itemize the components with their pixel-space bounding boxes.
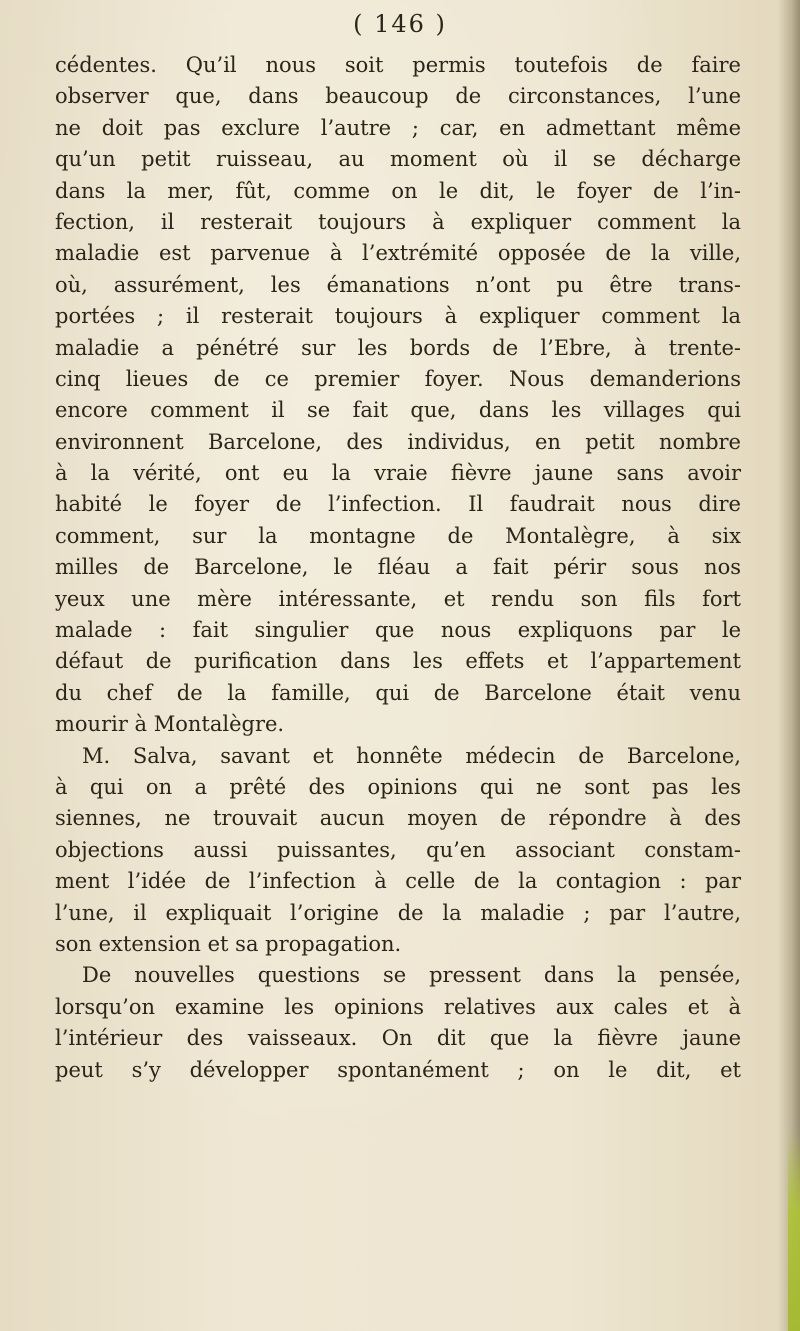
text-line: malade : fait singulier que nous expliquons par le [55,618,741,643]
text-line: maladie est parvenue à l’extrémité opposée de la ville, [55,241,741,266]
text-line: objections aussi puissantes, qu’en associant constam- [55,837,741,862]
text-line: où, assurément, les émanations n’ont pu être trans- [55,272,741,297]
text-line: l’une, il expliquait l’origine de la maladie ; par l’autre, [55,900,741,925]
paragraph-1 [55,50,741,741]
paragraph-2 [55,741,741,961]
body-text [55,50,741,1086]
text-line: environnent Barcelone, des individus, en petit nombre [55,429,741,454]
text-line: lorsqu’on examine les opinions relatives aux cales et à [55,994,741,1019]
text-line: milles de Barcelone, le fléau a fait périr sous nos [55,555,741,580]
text-line: son extension et sa propagation. [55,931,402,956]
text-line: M. Salva, savant et honnête médecin de Barcelone, [82,743,741,768]
text-line: à qui on a prêté des opinions qui ne sont pas les [55,774,741,799]
text-line: habité le foyer de l’infection. Il faudrait nous dire [55,492,741,517]
text-line: défaut de purification dans les effets et l’appartement [55,649,741,674]
text-line: maladie a pénétré sur les bords de l’Ebre, à trente- [55,335,741,360]
page-number-header: ( 146 ) [353,10,447,38]
text-line: siennes, ne trouvait aucun moyen de répondre à des [55,806,741,831]
text-line: peut s’y développer spontanément ; on le dit, et [55,1057,741,1082]
text-line: portées ; il resterait toujours à expliquer comment la [55,304,741,329]
text-line: fection, il resterait toujours à expliquer comment la [55,209,741,234]
text-line: l’intérieur des vaisseaux. On dit que la fièvre jaune [55,1026,741,1051]
paragraph-3 [55,960,741,1086]
page-edge-tint [788,1130,800,1331]
text-line: du chef de la famille, qui de Barcelone était venu [55,680,741,705]
text-line: ne doit pas exclure l’autre ; car, en admettant même [55,115,741,140]
text-line: mourir à Montalègre. [55,712,285,737]
text-line: comment, sur la montagne de Montalègre, à six [55,523,741,548]
text-line: observer que, dans beaucoup de circonstances, l’une [55,84,741,109]
text-line: cédentes. Qu’il nous soit permis toutefois de faire [55,53,741,77]
text-line: yeux une mère intéressante, et rendu son fils fort [55,586,741,611]
text-line: De nouvelles questions se pressent dans la pensée, [82,963,741,988]
text-line: ment l’idée de l’infection à celle de la contagion : par [55,869,741,894]
text-line: à la vérité, ont eu la vraie fièvre jaune sans avoir [55,461,741,486]
text-line: dans la mer, fût, comme on le dit, le foyer de l’in- [55,178,741,203]
text-line: qu’un petit ruisseau, au moment où il se décharge [55,147,741,172]
text-line: cinq lieues de ce premier foyer. Nous demanderions [55,366,741,391]
text-line: encore comment il se fait que, dans les villages qui [55,398,741,423]
